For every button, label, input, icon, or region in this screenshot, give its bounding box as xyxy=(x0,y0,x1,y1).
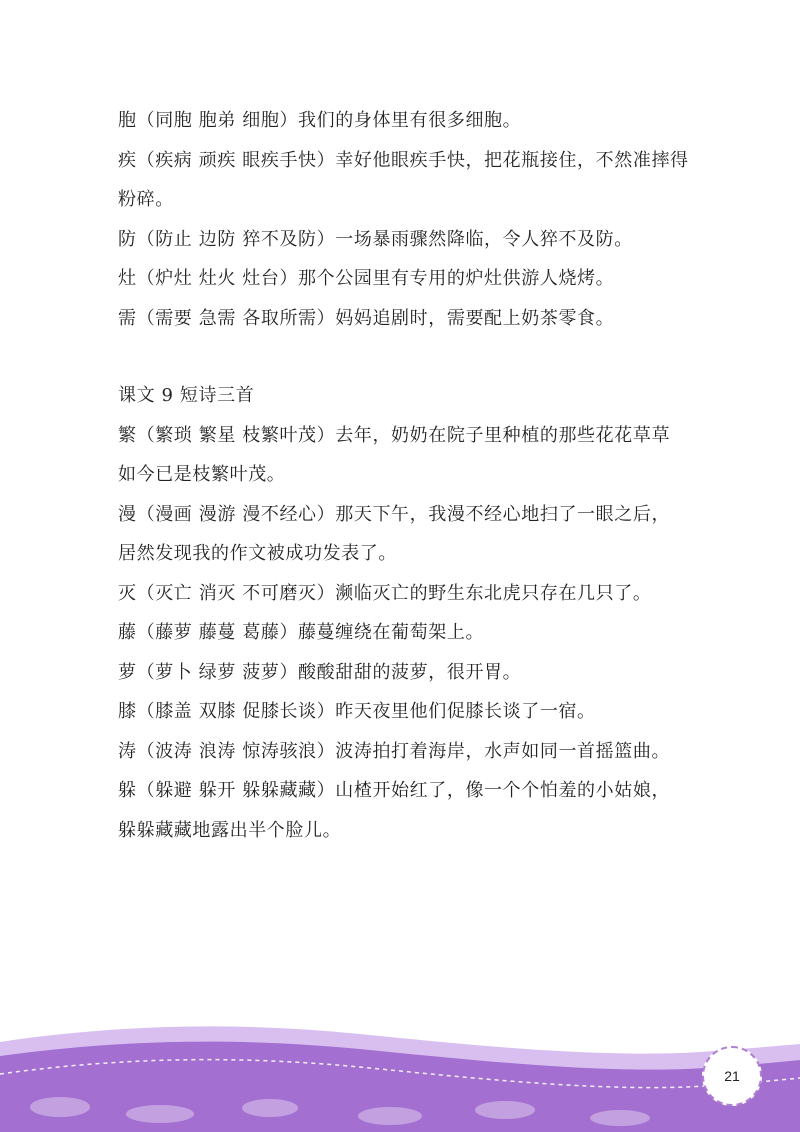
page-number-badge xyxy=(702,1046,762,1106)
vocab-line: 胞（同胞 胞弟 细胞）我们的身体里有很多细胞。 xyxy=(118,110,522,131)
vocab-line: 需（需要 急需 各取所需）妈妈追剧时，需要配上奶茶零食。 xyxy=(118,307,615,329)
vocab-line: 萝（萝卜 绿萝 菠萝）酸酸甜甜的菠萝，很开胃。 xyxy=(118,661,522,683)
vocab-line: 灭（灭亡 消灭 不可磨灭）濒临灭亡的野生东北虎只存在几只了。 xyxy=(118,582,652,604)
vocab-line: 灶（炉灶 灶火 灶台）那个公园里有专用的炉灶供游人烧烤。 xyxy=(118,268,615,289)
vocab-line: 涛（波涛 浪涛 惊涛骇浪）波涛拍打着海岸，水声如同一首摇篮曲。 xyxy=(118,740,671,762)
page-number: 21 xyxy=(724,1068,740,1084)
main-content xyxy=(118,101,698,850)
vocab-line: 防（防止 边防 猝不及防）一场暴雨骤然降临，令人猝不及防。 xyxy=(118,228,633,250)
vocab-line: 如今已是枝繁叶茂。 xyxy=(118,464,286,485)
vocab-line: 躲躲藏藏地露出半个脸儿。 xyxy=(118,819,342,841)
footer-wave-decoration xyxy=(0,1012,800,1132)
vocab-line: 繁（繁琐 繁星 枝繁叶茂）去年，奶奶在院子里种植的那些花花草草 xyxy=(118,424,671,446)
vocab-line: 躲（躲避 躲开 躲躲藏藏）山楂开始红了，像一个个怕羞的小姑娘， xyxy=(118,780,671,801)
vocab-line: 膝（膝盖 双膝 促膝长谈）昨天夜里他们促膝长谈了一宿。 xyxy=(118,701,596,722)
vocab-line: 居然发现我的作文被成功发表了。 xyxy=(118,543,397,564)
vocab-line: 藤（藤萝 藤蔓 葛藤）藤蔓缠绕在葡萄架上。 xyxy=(118,622,485,643)
vocab-line: 疾（疾病 顽疾 眼疾手快）幸好他眼疾手快，把花瓶接住，不然准摔得 xyxy=(118,149,689,171)
vocab-line: 粉碎。 xyxy=(118,189,174,210)
vocab-line: 漫（漫画 漫游 漫不经心）那天下午，我漫不经心地扫了一眼之后， xyxy=(118,503,671,525)
section-title: 课文 9 短诗三首 xyxy=(118,385,255,406)
